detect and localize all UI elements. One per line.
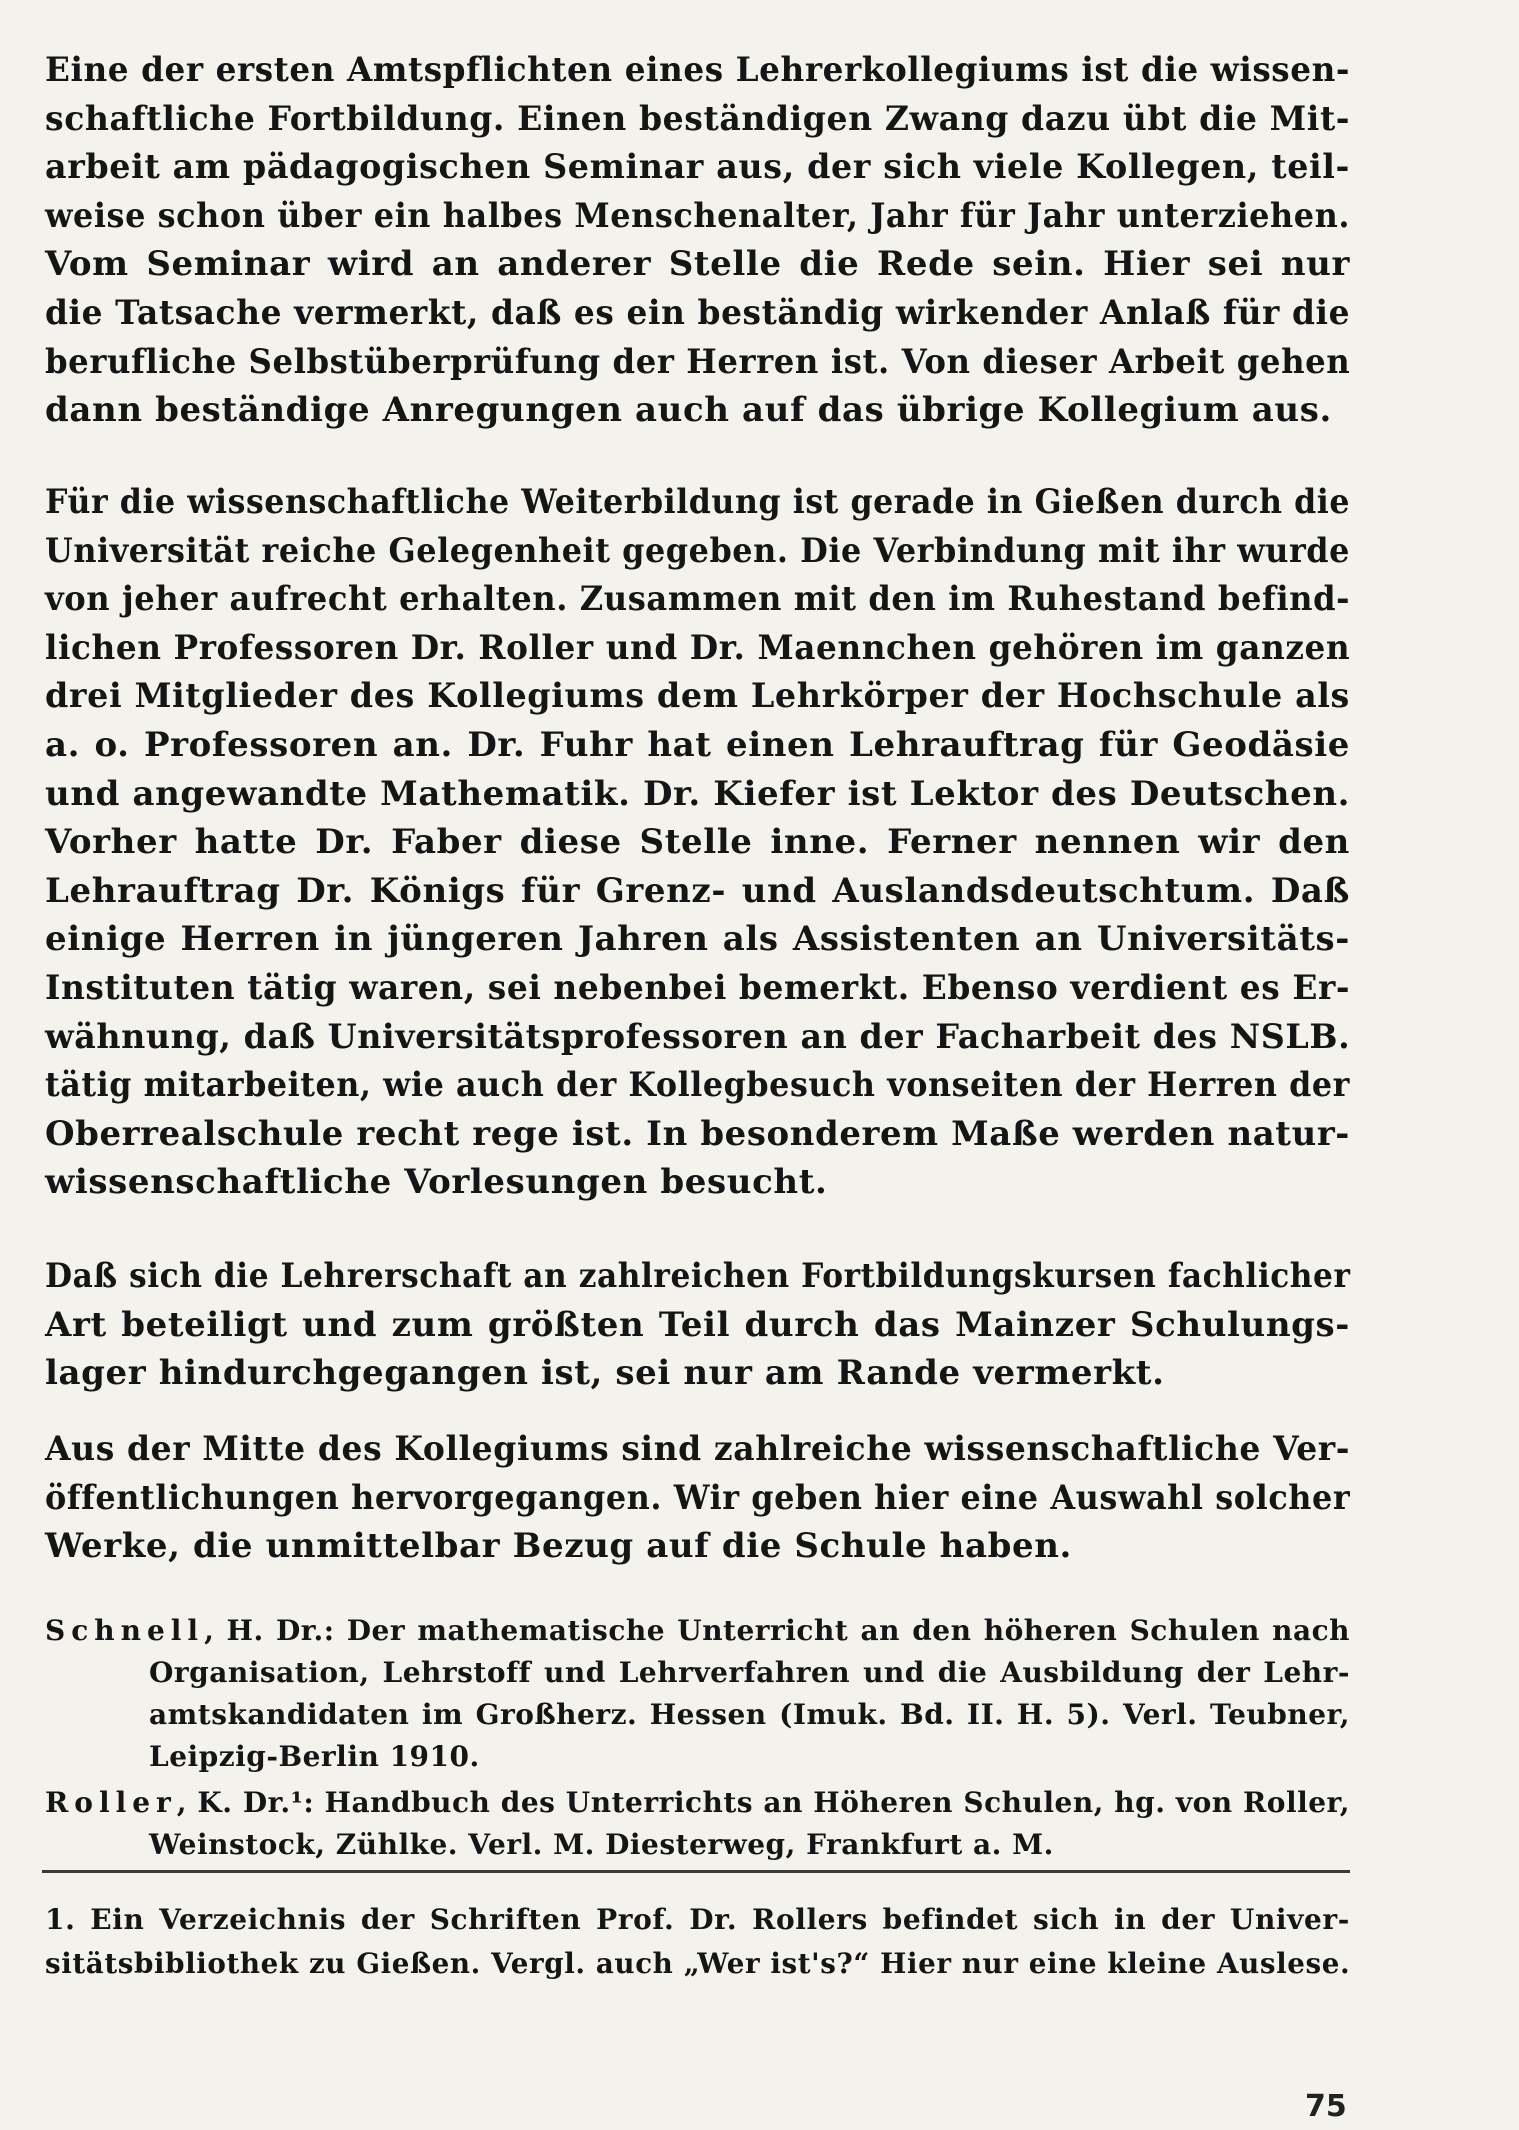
text-line: Aus der Mitte des Kollegiums sind zahlreiche wissenschaftliche Ver- xyxy=(45,1429,1351,1469)
text-line: lager hindurchgegangen ist, sei nur am Rande vermerkt. xyxy=(45,1353,1165,1394)
text-line: wähnung, daß Universitätsprofessoren an der Facharbeit des NSLB. xyxy=(45,1016,1351,1057)
reference-text: , K. Dr.¹: Handbuch des Unterrichts an Höheren Schulen, hg. von Roller, xyxy=(176,1786,1350,1819)
reference-continuation: Leipzig-Berlin 1910. xyxy=(149,1740,480,1773)
text-line: Lehrauftrag Dr. Königs für Grenz- und Auslandsdeutschtum. Daß xyxy=(45,870,1350,911)
footnote-line: 1. Ein Verzeichnis der Schriften Prof. Dr. Rollers befindet sich in der Univer- xyxy=(45,1903,1350,1936)
text-line: öffentlichungen hervorgegangen. Wir geben hier eine Auswahl solcher xyxy=(45,1477,1351,1518)
text-line: die Tatsache vermerkt, daß es ein beständig wirkender Anlaß für die xyxy=(45,292,1351,333)
reference-first-line xyxy=(45,1782,1350,1824)
text-line: Vom Seminar wird an anderer Stelle die Rede sein. Hier sei nur xyxy=(45,244,1350,285)
text-line: Daß sich die Lehrerschaft an zahlreichen Fortbildungskursen fachlicher xyxy=(45,1256,1351,1296)
paragraph-weiterbildung xyxy=(45,478,1350,1207)
text-line: Oberrealschule recht rege ist. In besonderem Maße werden natur- xyxy=(45,1113,1350,1154)
paragraph-fortbildungskurse xyxy=(45,1252,1350,1398)
text-line: wissenschaftliche Vorlesungen besucht. xyxy=(45,1162,828,1203)
text-line: Instituten tätig waren, sei nebenbei bemerkt. Ebenso verdient es Er- xyxy=(45,967,1351,1008)
footnote xyxy=(45,1898,1350,1986)
text-line: tätig mitarbeiten, wie auch der Kollegbesuch vonseiten der Herren der xyxy=(45,1065,1350,1106)
reference-continuation: amtskandidaten im Großherz. Hessen (Imuk. Bd. II. H. 5). Verl. Teubner, xyxy=(149,1698,1350,1731)
text-line: Eine der ersten Amtspflichten eines Lehrerkollegiums ist die wissen- xyxy=(45,50,1351,90)
reference-entry xyxy=(45,1782,1350,1866)
text-line: und angewandte Mathematik. Dr. Kiefer ist Lektor des Deutschen. xyxy=(45,773,1351,814)
paragraph-veroeffentlichungen xyxy=(45,1425,1350,1571)
text-line: weise schon über ein halbes Menschenalter, Jahr für Jahr unterziehen. xyxy=(45,195,1351,236)
reference-author: Roller xyxy=(45,1786,177,1819)
text-line: Vorher hatte Dr. Faber diese Stelle inne. Ferner nennen wir den xyxy=(45,822,1350,863)
footnote-divider xyxy=(42,1870,1350,1873)
reference-entry xyxy=(45,1610,1350,1778)
paragraph-fortbildung xyxy=(45,46,1350,435)
text-line: von jeher aufrecht erhalten. Zusammen mit den im Ruhestand befind- xyxy=(45,579,1351,620)
footnote-line: sitätsbibliothek zu Gießen. Vergl. auch „Wer ist's?“ Hier nur eine kleine Auslese. xyxy=(45,1947,1351,1980)
reference-first-line xyxy=(45,1610,1350,1652)
text-line: schaftliche Fortbildung. Einen beständigen Zwang dazu übt die Mit- xyxy=(45,98,1351,139)
text-line: Für die wissenschaftliche Weiterbildung ist gerade in Gießen durch die xyxy=(45,482,1351,522)
text-line: lichen Professoren Dr. Roller und Dr. Maennchen gehören im ganzen xyxy=(45,627,1351,668)
text-line: Werke, die unmittelbar Bezug auf die Schule haben. xyxy=(45,1526,1072,1567)
text-line: Art beteiligt und zum größten Teil durch das Mainzer Schulungs- xyxy=(45,1304,1350,1345)
reference-continuation: Weinstock, Zühlke. Verl. M. Diesterweg, Frankfurt a. M. xyxy=(149,1828,1054,1861)
page-number: 75 xyxy=(1305,2089,1347,2124)
text-line: berufliche Selbstüberprüfung der Herren ist. Von dieser Arbeit gehen xyxy=(45,341,1351,382)
reference-continuation: Organisation, Lehrstoff und Lehrverfahren und die Ausbildung der Lehr- xyxy=(149,1656,1350,1689)
reference-list xyxy=(45,1610,1350,1870)
text-line: arbeit am pädagogischen Seminar aus, der sich viele Kollegen, teil- xyxy=(45,147,1350,188)
text-line: drei Mitglieder des Kollegiums dem Lehrkörper der Hochschule als xyxy=(45,676,1350,717)
text-line: a. o. Professoren an. Dr. Fuhr hat einen Lehrauftrag für Geodäsie xyxy=(45,724,1350,765)
text-line: einige Herren in jüngeren Jahren als Assistenten an Universitäts- xyxy=(45,919,1350,960)
text-line: dann beständige Anregungen auch auf das übrige Kollegium aus. xyxy=(45,390,1332,431)
text-line: Universität reiche Gelegenheit gegeben. Die Verbindung mit ihr wurde xyxy=(45,530,1350,571)
reference-text: , H. Dr.: Der mathematische Unterricht an den höheren Schulen nach xyxy=(204,1614,1350,1647)
reference-author: Schnell xyxy=(45,1614,205,1647)
